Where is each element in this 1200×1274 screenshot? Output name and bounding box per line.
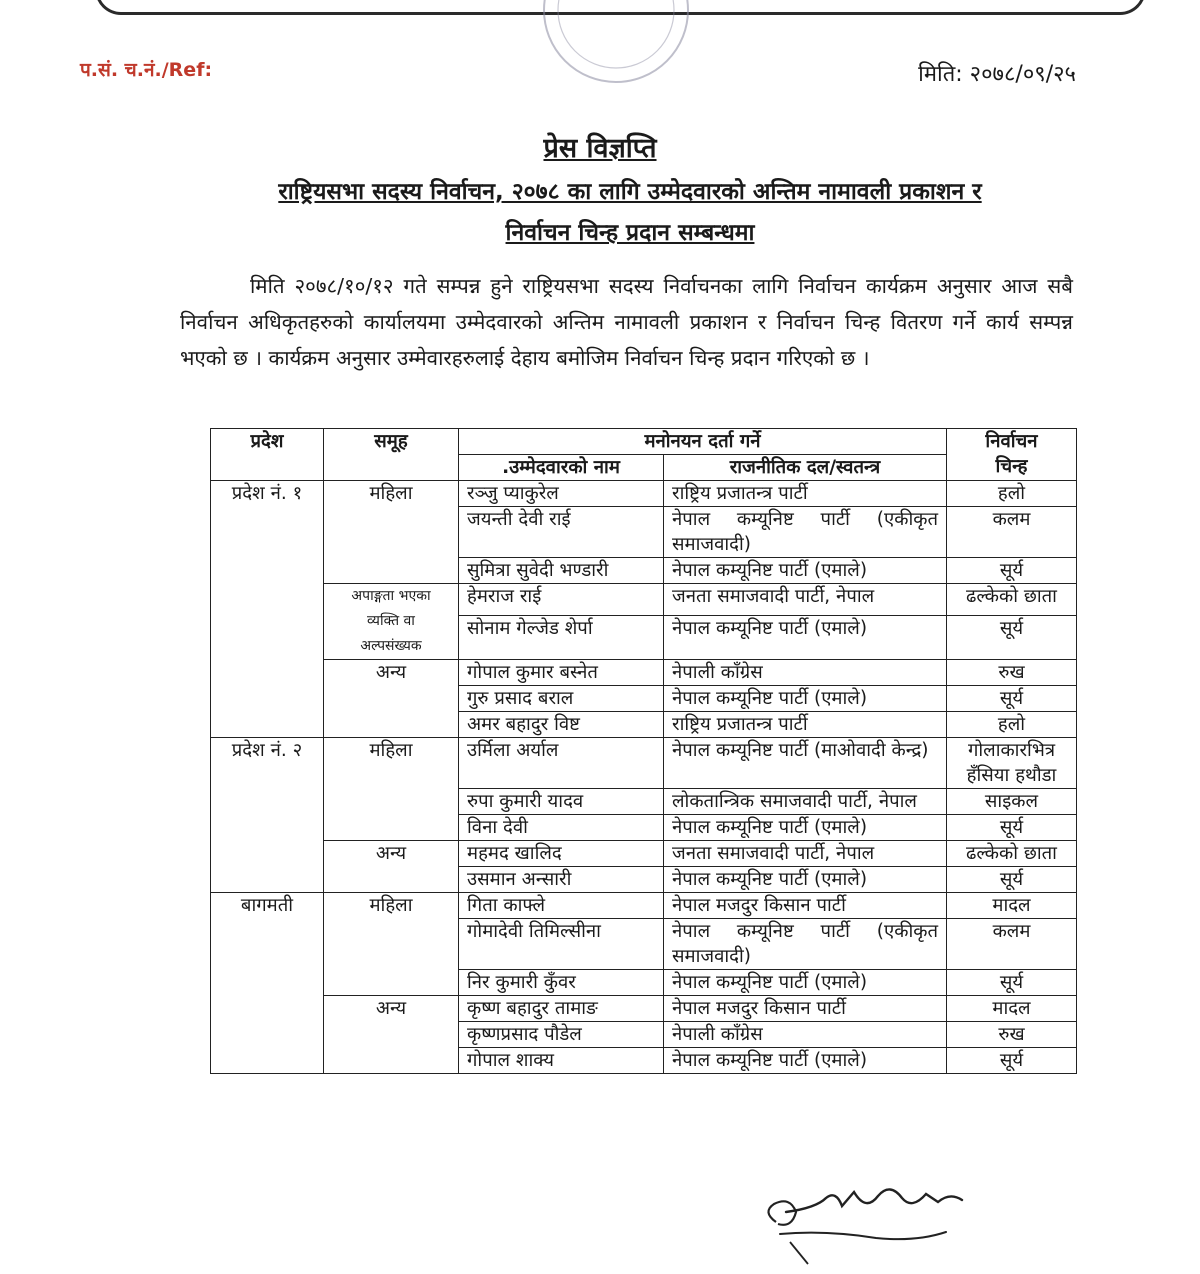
body-paragraph: मिति २०७८/१०/१२ गते सम्पन्न हुने राष्ट्रियसभा सदस्य निर्वाचनका लागि निर्वाचन कार्यक्रम अनुसार आज सबै निर्वाचन अधिकृतहरुको कार्यालयमा उम्मेदवारको अन्तिम नामावली प्रकाशन र निर्वाचन चिन्ह वितरण गर्ने कार्य सम्पन्न भएको छ । कार्यक्रम अनुसार उम्मेवारहरुलाई देहाय बमोजिम निर्वाचन चिन्ह प्रदान गरिएको छ । [180,274,1073,370]
page-title: प्रेस विज्ञप्ति [543,133,657,164]
party-name: नेपाल कम्यूनिष्ट पार्टी (एमाले) [664,686,947,712]
election-symbol: मादल [947,893,1077,919]
election-symbol: सूर्य [947,1048,1077,1074]
election-symbol: हलो [947,712,1077,738]
header-party: राजनीतिक दल/स्वतन्त्र [664,455,947,481]
party-name: लोकतान्त्रिक समाजवादी पार्टी, नेपाल [664,789,947,815]
group-cell: महिला [324,738,459,841]
table-row [211,660,1077,686]
subject-line-1: राष्ट्रियसभा सदस्य निर्वाचन, २०७८ का लागि उम्मेदवारको अन्तिम नामावली प्रकाशन र [278,179,982,205]
candidate-name: कृष्णप्रसाद पौडेल [459,1022,664,1048]
group-cell: अन्य [324,660,459,738]
table-row [211,841,1077,867]
party-name: जनता समाजवादी पार्टी, नेपाल [664,841,947,867]
group-cell: अन्य [324,841,459,893]
table-header-row [211,429,1077,455]
candidate-name: सोनाम गेल्जेड शेर्पा [459,616,664,660]
candidate-name: गोमादेवी तिमिल्सीना [459,919,664,970]
party-name: नेपाल कम्यूनिष्ट पार्टी (एकीकृत समाजवादी) [664,507,947,558]
candidate-name: कृष्ण बहादुर तामाङ [459,996,664,1022]
subject-line-2: निर्वाचन चिन्ह प्रदान सम्बन्धमा [505,220,755,246]
group-cell: महिला [324,893,459,996]
candidate-name: गुरु प्रसाद बराल [459,686,664,712]
party-name: नेपाल कम्यूनिष्ट पार्टी (एमाले) [664,1048,947,1074]
party-name: राष्ट्रिय प्रजातन्त्र पार्टी [664,712,947,738]
table-row [211,738,1077,789]
election-symbol: सूर्य [947,558,1077,584]
group-cell: महिला [324,481,459,584]
table-row [211,481,1077,507]
candidate-name: हेमराज राई [459,584,664,616]
candidate-table [210,428,1077,1074]
candidate-name: गोपाल शाक्य [459,1048,664,1074]
party-name: नेपाल मजदुर किसान पार्टी [664,996,947,1022]
election-symbol: ढल्केको छाता [947,584,1077,616]
province-cell: प्रदेश नं. १ [211,481,324,738]
candidate-name: अमर बहादुर विष्ट [459,712,664,738]
reference-number-label: प.सं. च.नं./Ref: [80,59,213,81]
candidate-name: रुपा कुमारी यादव [459,789,664,815]
group-disabled-line-1: अपाङ्गता भएका [351,588,431,604]
header-group: समूह [324,429,459,481]
table-row [211,996,1077,1022]
candidate-name: निर कुमारी कुँवर [459,970,664,996]
candidate-name: विना देवी [459,815,664,841]
candidate-name: उर्मिला अर्याल [459,738,664,789]
party-name: नेपाल कम्यूनिष्ट पार्टी (एकीकृत समाजवादी) [664,919,947,970]
table-row [211,893,1077,919]
province-cell: प्रदेश नं. २ [211,738,324,893]
header-candidate: .उम्मेदवारको नाम [459,455,664,481]
header-province: प्रदेश [211,429,324,481]
election-symbol: रुख [947,1022,1077,1048]
candidate-name: सुमित्रा सुवेदी भण्डारी [459,558,664,584]
party-name: नेपाल मजदुर किसान पार्टी [664,893,947,919]
candidate-name: गोपाल कुमार बस्नेत [459,660,664,686]
party-name: नेपाल कम्यूनिष्ट पार्टी (एमाले) [664,867,947,893]
party-name: नेपाल कम्यूनिष्ट पार्टी (एमाले) [664,558,947,584]
party-name: नेपाली काँग्रेस [664,1022,947,1048]
election-symbol: कलम [947,919,1077,970]
candidate-name: महमद खालिद [459,841,664,867]
election-symbol: सूर्य [947,867,1077,893]
candidate-name: उसमान अन्सारी [459,867,664,893]
election-symbol: हलो [947,481,1077,507]
candidate-name: रञ्जु प्याकुरेल [459,481,664,507]
party-name: जनता समाजवादी पार्टी, नेपाल [664,584,947,616]
party-name: नेपाल कम्यूनिष्ट पार्टी (माओवादी केन्द्र) [664,738,947,789]
issue-date: मिति: २०७८/०९/२५ [918,62,1076,87]
election-symbol: सूर्य [947,815,1077,841]
header-symbol-line-1: निर्वाचन [985,431,1038,452]
party-name: राष्ट्रिय प्रजातन्त्र पार्टी [664,481,947,507]
party-name: नेपाली काँग्रेस [664,660,947,686]
election-symbol: साइकल [947,789,1077,815]
candidate-name: गिता काफ्ले [459,893,664,919]
party-name: नेपाल कम्यूनिष्ट पार्टी (एमाले) [664,815,947,841]
election-symbol: सूर्य [947,970,1077,996]
group-disabled-line-3: अल्पसंख्यक [360,638,422,654]
subject-heading [150,172,1110,254]
candidate-name: जयन्ती देवी राई [459,507,664,558]
province-cell: बागमती [211,893,324,1074]
group-disabled-line-2: व्यक्ति वा [367,613,415,629]
group-cell: अन्य [324,996,459,1074]
election-symbol: सूर्य [947,686,1077,712]
header-symbol-line-2: चिन्ह [995,456,1028,477]
commission-seal [536,0,696,118]
election-symbol: ढल्केको छाता [947,841,1077,867]
election-symbol: कलम [947,507,1077,558]
group-cell [324,584,459,660]
election-symbol: गोलाकारभित्र हँसिया हथौडा [947,738,1077,789]
seal-graphic [536,0,696,118]
signature-graphic [756,1172,976,1268]
party-name: नेपाल कम्यूनिष्ट पार्टी (एमाले) [664,970,947,996]
header-symbol [947,429,1077,481]
handwritten-signature [756,1172,976,1268]
election-symbol: सूर्य [947,616,1077,660]
header-nomination: मनोनयन दर्ता गर्ने [459,429,947,455]
party-name: नेपाल कम्यूनिष्ट पार्टी (एमाले) [664,616,947,660]
election-symbol: रुख [947,660,1077,686]
election-symbol: मादल [947,996,1077,1022]
table-row [211,584,1077,616]
